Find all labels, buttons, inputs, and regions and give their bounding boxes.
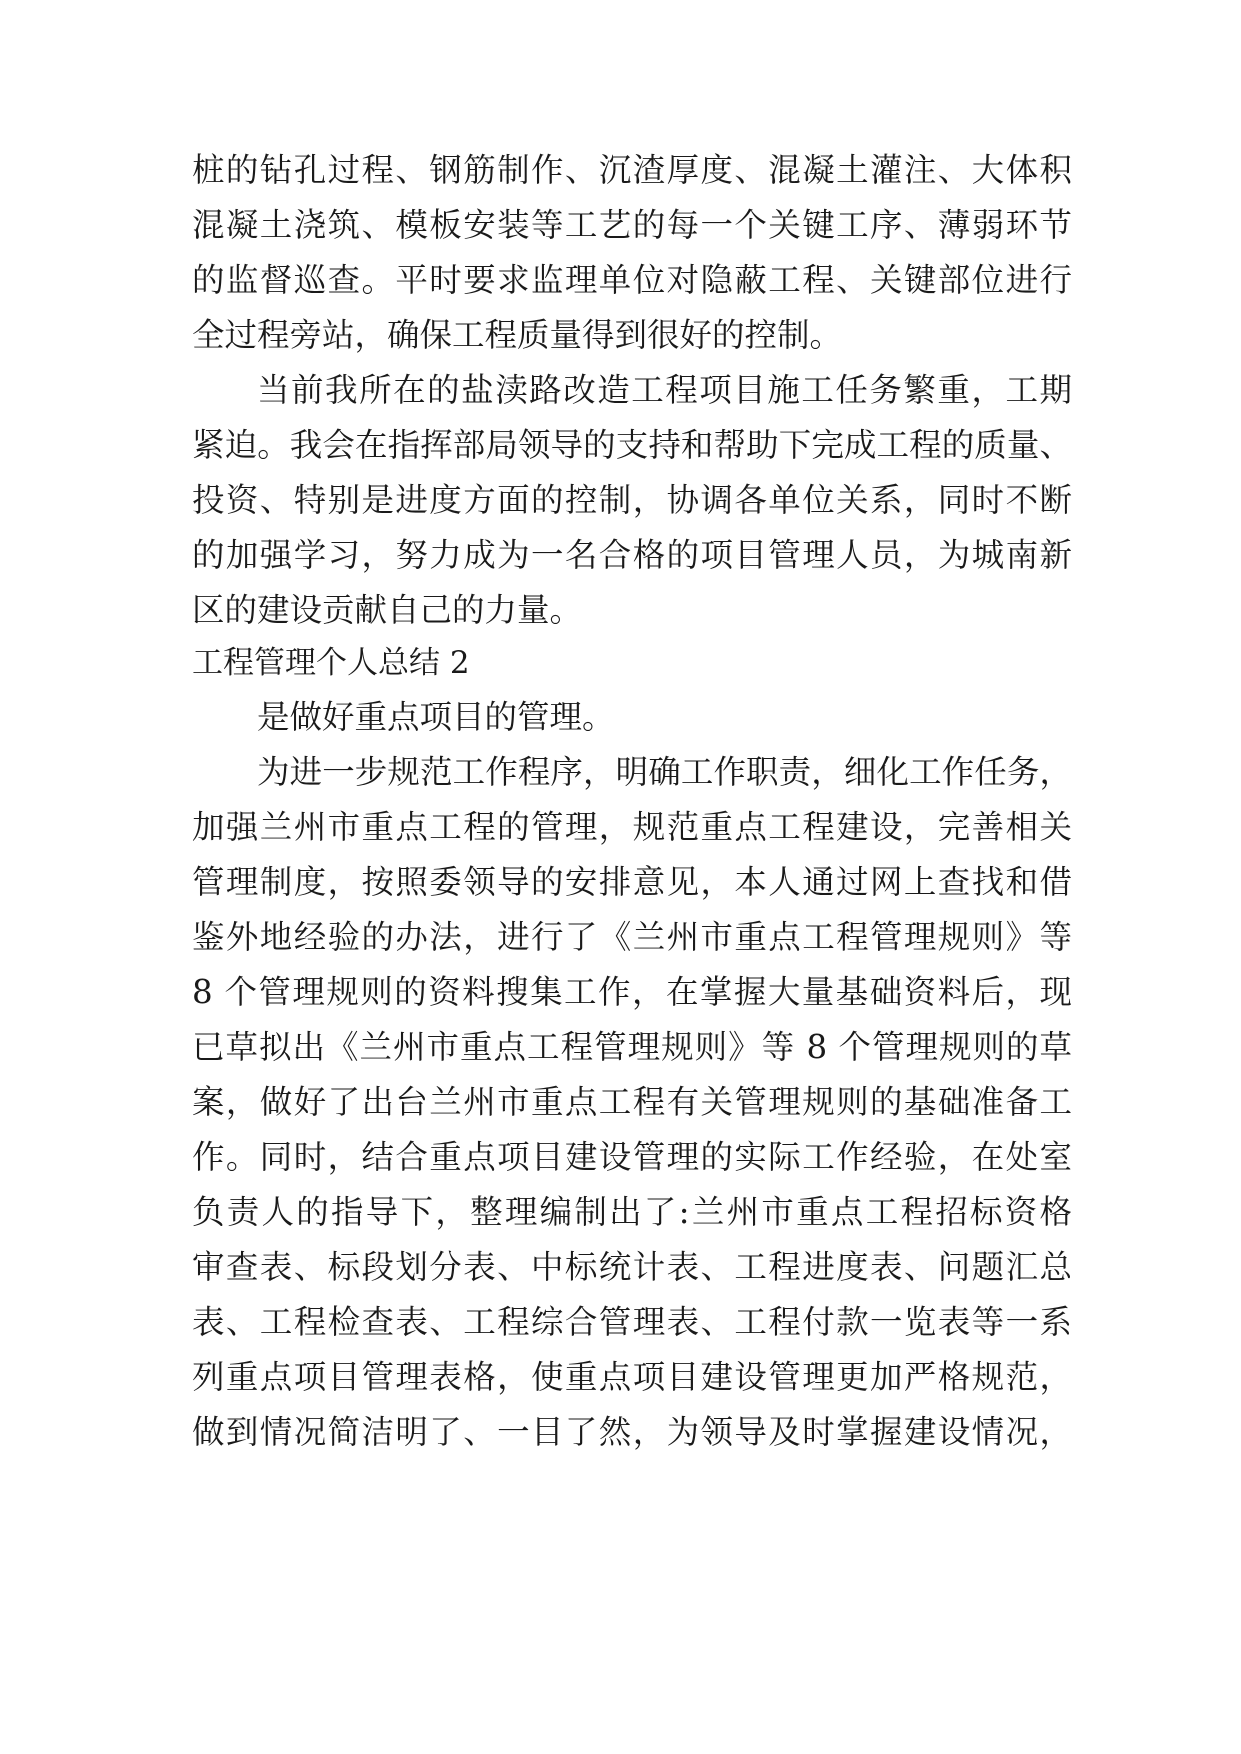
paragraph-line: 加强兰州市重点工程的管理，规范重点工程建设，完善相关 (192, 808, 1072, 846)
paragraph-line: 案，做好了出台兰州市重点工程有关管理规则的基础准备工 (192, 1083, 1072, 1121)
paragraph-line: 的监督巡查。平时要求监理单位对隐蔽工程、关键部位进行 (192, 261, 1072, 299)
paragraph-line: 是做好重点项目的管理。 (257, 698, 615, 736)
section-heading: 工程管理个人总结 2 (192, 645, 470, 681)
paragraph-line: 审查表、标段划分表、中标统计表、工程进度表、问题汇总 (192, 1248, 1072, 1286)
paragraph-line: 当前我所在的盐渎路改造工程项目施工任务繁重，工期 (257, 371, 1072, 409)
paragraph-line: 列重点项目管理表格，使重点项目建设管理更加严格规范， (192, 1358, 1072, 1396)
paragraph-line: 作。同时，结合重点项目建设管理的实际工作经验，在处室 (192, 1138, 1072, 1176)
paragraph-line: 表、工程检查表、工程综合管理表、工程付款一览表等一系 (192, 1303, 1072, 1341)
paragraph-line: 混凝土浇筑、模板安装等工艺的每一个关键工序、薄弱环节 (192, 206, 1072, 244)
paragraph-line: 管理制度，按照委领导的安排意见，本人通过网上查找和借 (192, 863, 1072, 901)
paragraph-line: 做到情况简洁明了、一目了然，为领导及时掌握建设情况， (192, 1413, 1072, 1451)
paragraph-line: 鉴外地经验的办法，进行了《兰州市重点工程管理规则》等 (192, 918, 1072, 956)
paragraph-line: 区的建设贡献自己的力量。 (192, 591, 583, 629)
paragraph-line: 全过程旁站，确保工程质量得到很好的控制。 (192, 316, 843, 354)
paragraph-line: 投资、特别是进度方面的控制，协调各单位关系，同时不断 (192, 481, 1072, 519)
paragraph-line: 已草拟出《兰州市重点工程管理规则》等 8 个管理规则的草 (192, 1028, 1072, 1066)
paragraph-line: 负责人的指导下，整理编制出了:兰州市重点工程招标资格 (192, 1193, 1072, 1231)
paragraph-line: 为进一步规范工作程序，明确工作职责，细化工作任务， (257, 753, 1072, 791)
paragraph-line: 8 个管理规则的资料搜集工作，在掌握大量基础资料后，现 (192, 973, 1072, 1011)
paragraph-line: 桩的钻孔过程、钢筋制作、沉渣厚度、混凝土灌注、大体积 (192, 151, 1072, 189)
paragraph-line: 紧迫。我会在指挥部局领导的支持和帮助下完成工程的质量、 (192, 426, 1072, 464)
paragraph-line: 的加强学习，努力成为一名合格的项目管理人员，为城南新 (192, 536, 1072, 574)
